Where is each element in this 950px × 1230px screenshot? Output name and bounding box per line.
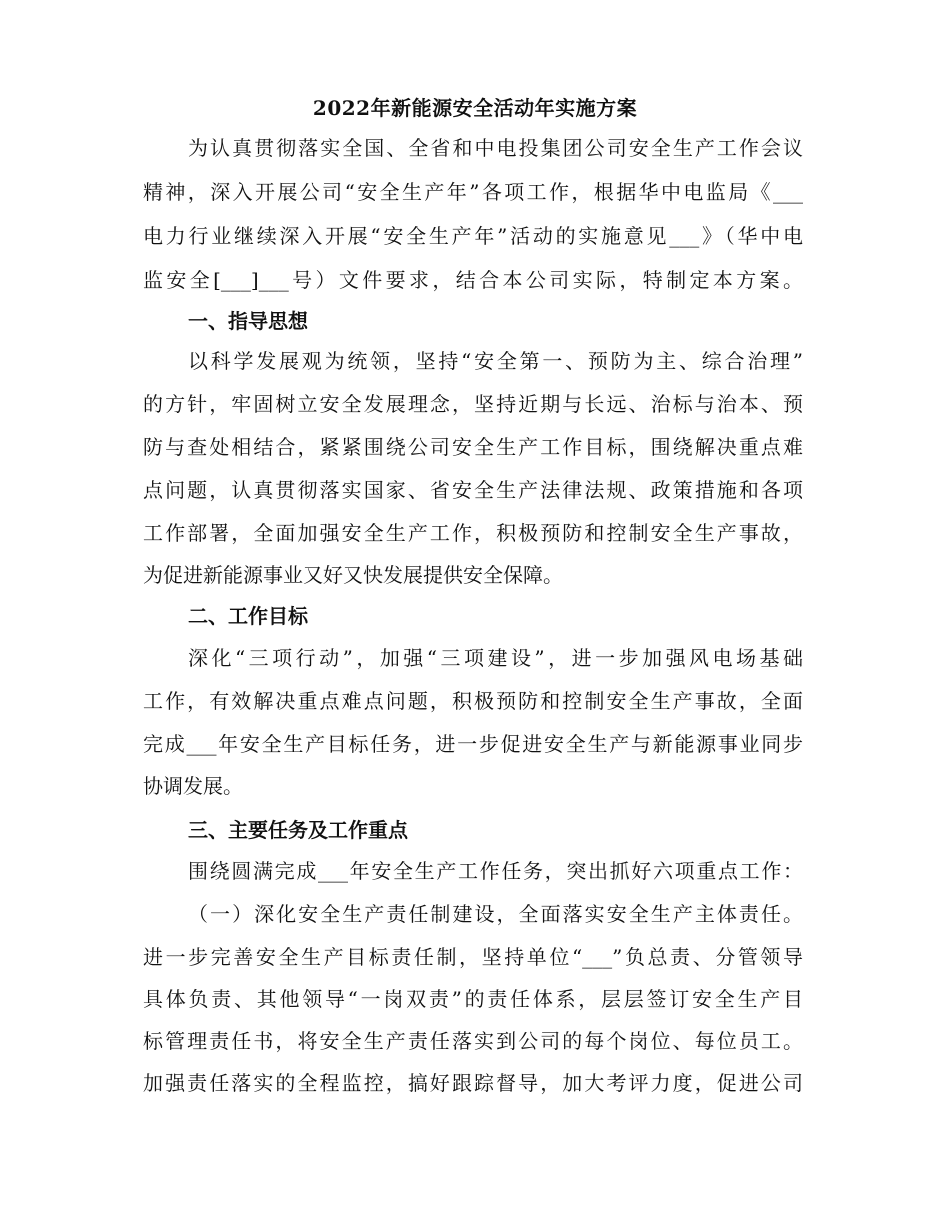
section-heading: 一、指导思想 (188, 309, 308, 333)
paragraph-line: 围绕圆满完成___年安全生产工作任务，突出抓好六项重点工作： (188, 859, 803, 883)
paragraph-line: 深化“三项行动”，加强“三项建设”，进一步加强风电场基础 (188, 646, 803, 670)
document-title: 2022年新能源安全活动年实施方案 (312, 96, 638, 120)
subsection-heading: （一）深化安全生产责任制建设，全面落实安全生产主体责任。 (188, 902, 803, 926)
paragraph-line: 监安全[___]___号）文件要求，结合本公司实际，特制定本方案。 (143, 268, 803, 292)
section-heading: 二、工作目标 (188, 604, 308, 628)
paragraph-line: 协调发展。 (143, 774, 243, 798)
paragraph-line: 工作部署，全面加强安全生产工作，积极预防和控制安全生产事故， (143, 521, 803, 545)
paragraph-line: 进一步完善安全生产目标责任制，坚持单位“___”负总责、分管领导 (143, 945, 803, 969)
section-heading: 三、主要任务及工作重点 (188, 818, 408, 842)
paragraph-line: 点问题，认真贯彻落实国家、省安全生产法律法规、政策措施和各项 (143, 478, 803, 502)
paragraph-line: 防与查处相结合，紧紧围绕公司安全生产工作目标，围绕解决重点难 (143, 435, 803, 459)
paragraph-line: 完成___年安全生产目标任务，进一步促进安全生产与新能源事业同步 (143, 732, 803, 756)
paragraph-line: 电力行业继续深入开展“安全生产年”活动的实施意见___》（华中电 (143, 224, 803, 248)
paragraph-line: 精神，深入开展公司“安全生产年”各项工作，根据华中电监局《___ (143, 180, 803, 204)
paragraph-line: 加强责任落实的全程监控，搞好跟踪督导，加大考评力度，促进公司 (143, 1071, 803, 1095)
paragraph-line: 为促进新能源事业又好又快发展提供安全保障。 (143, 563, 563, 587)
paragraph-line: 标管理责任书，将安全生产责任落实到公司的每个岗位、每位员工。 (143, 1029, 803, 1053)
paragraph-line: 为认真贯彻落实全国、全省和中电投集团公司安全生产工作会议 (188, 136, 803, 160)
paragraph-line: 的方针，牢固树立安全发展理念，坚持近期与长远、治标与治本、预 (143, 392, 803, 416)
paragraph-line: 工作，有效解决重点难点问题，积极预防和控制安全生产事故，全面 (143, 689, 803, 713)
paragraph-line: 以科学发展观为统领，坚持“安全第一、预防为主、综合治理” (188, 349, 803, 373)
paragraph-line: 具体负责、其他领导“一岗双责”的责任体系，层层签订安全生产目 (143, 987, 803, 1011)
